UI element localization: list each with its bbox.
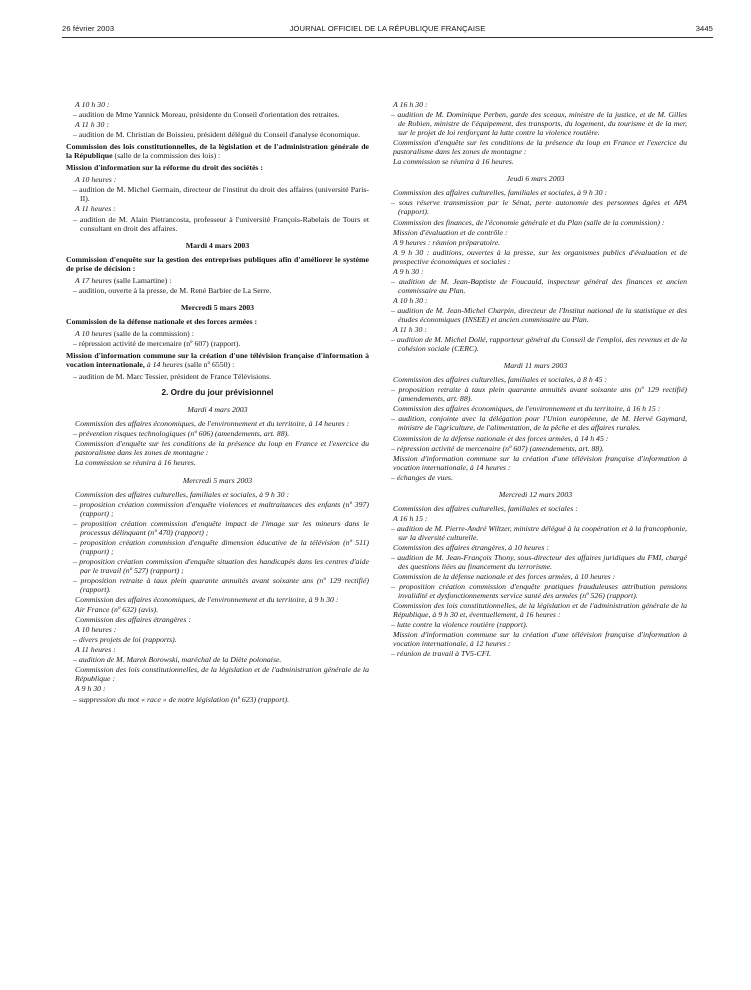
- agenda-item: Air France (nº 632) (avis).: [75, 605, 159, 615]
- agenda-item: – audition de M. Alain Pietrancosta, professeur à l'université François-Rabelais de Tours et consultant en droit des affaires.: [73, 214, 369, 233]
- agenda-item: – proposition création commission d'enquête pratiques frauduleuses attribution pensions invalidité et dysfonctionnements service santé des armées (nº 526) (rapport).: [391, 582, 687, 601]
- agenda-item: – proposition retraite à taux plein quarante annuités avant soixante ans (nº 129 rectifié) (rapport).: [73, 575, 369, 595]
- day-heading: Mardi 4 mars 2003: [185, 240, 250, 250]
- agenda-item: – audition de M. Jean-Baptiste de Foucauld, inspecteur général des finances et ancien commissaire au Plan.: [391, 276, 687, 295]
- agenda-item: – répression activité de mercenaire (nº 607) (amendements, art. 88).: [391, 443, 604, 453]
- time-line: A 10 h 30 :: [75, 100, 110, 109]
- agenda-item: – audition de M. Michel Dollé, rapporteur général du Conseil de l'emploi, des revenus et de la cohésion sociale (CERC).: [391, 335, 687, 354]
- time-line: A 11 heures :: [75, 204, 116, 214]
- agenda-item: – proposition création commission d'enquête dimension éducative de la télévision (nº 511) (rapport) ;: [73, 537, 369, 556]
- agenda-item: – audition de Mme Yannick Moreau, présidente du Conseil d'orientation des retraites.: [73, 110, 340, 120]
- agenda-item: La commission se réunira à 16 heures.: [75, 458, 196, 468]
- committee-heading: Commission des affaires culturelles, familiales et sociales :: [393, 503, 578, 513]
- header-date: 26 février 2003: [62, 24, 115, 33]
- time-line: A 17 heures (salle Lamartine) :: [75, 275, 172, 285]
- committee-heading: Commission des affaires culturelles, familiales et sociales, à 9 h 30 :: [75, 489, 290, 499]
- mission-heading: Mission d'information sur la réforme du droit des sociétés :: [66, 163, 264, 173]
- committee-heading: Commission d'enquête sur les conditions de la présence du loup en France et l'exercice du pastoralisme dans les zones de montagne :: [393, 138, 687, 157]
- day-heading: Mardi 11 mars 2003: [503, 361, 568, 371]
- committee-heading: Commission des affaires économiques, de l'environnement et du territoire, à 14 heures :: [75, 419, 350, 429]
- committee-heading: Commission des affaires culturelles, familiales et sociales, à 9 h 30 :: [393, 188, 608, 198]
- agenda-item: – audition de M. Marc Tessier, président de France Télévisions.: [73, 372, 272, 382]
- committee-heading: Commission des affaires économiques, de l'environnement et du territoire, à 16 h 15 :: [393, 404, 661, 414]
- agenda-item: – proposition création commission d'enquête impact de l'image sur les mineurs dans le processus délinquant (nº 470) (rapport) ;: [73, 518, 369, 537]
- agenda-item: – divers projets de loi (rapports).: [73, 635, 177, 645]
- day-heading: Jeudi 6 mars 2003: [506, 174, 565, 184]
- time-line: A 11 heures :: [75, 645, 116, 655]
- agenda-item: – audition de M. Dominique Perben, garde des sceaux, ministre de la justice, et de M. Gilles de Robien, ministre de l'équipement, des transports, du logement, du tourisme et de la mer, sur le projet de loi renforçant la lutte contre la violence routière.: [391, 110, 687, 138]
- committee-heading: Commission des affaires étrangères, à 10 heures :: [393, 542, 549, 552]
- mission-heading: Mission d'information commune sur la création d'une télévision française d'information à vocation internationale, à 14 heures :: [393, 453, 687, 472]
- committee-heading: Commission des affaires culturelles, familiales et sociales, à 8 h 45 :: [393, 375, 608, 385]
- time-line: A 11 h 30 :: [393, 325, 427, 335]
- agenda-item: – réunion de travail à TV5-CFI.: [391, 649, 492, 659]
- time-line: A 16 h 30 :: [393, 100, 428, 109]
- agenda-item: – audition de M. Pierre-André Wiltzer, ministre délégué à la coopération et à la francophonie, sur la diversité culturelle.: [391, 523, 687, 542]
- agenda-item: – audition de M. Jean-François Thony, sous-directeur des affaires juridiques du FMI, chargé des questions liées au financement du terrorisme.: [391, 553, 687, 572]
- mission-heading: Mission d'évaluation et de contrôle :: [393, 227, 508, 237]
- page-header: [62, 24, 713, 38]
- committee-heading: Commission des lois constitutionnelles, de la législation et de l'administration générale de la République, à 9 h 30 et, éventuellement, à 16 heures :: [393, 601, 687, 620]
- agenda-item: – suppression du mot « race » de notre législation (nº 623) (rapport).: [73, 694, 290, 704]
- day-heading: Mercredi 5 mars 2003: [180, 302, 255, 312]
- committee-heading: Commission d'enquête sur la gestion des entreprises publiques afin d'améliorer le système de prise de décision :: [66, 254, 369, 273]
- agenda-item: – proposition création commission d'enquête situation des handicapés dans les centres d'aide par le travail (nº 527) (rapport) ;: [73, 556, 369, 575]
- right-column: [384, 100, 687, 660]
- time-line: A 16 h 15 :: [393, 513, 428, 523]
- header-title: JOURNAL OFFICIEL DE LA RÉPUBLIQUE FRANÇAISE: [289, 24, 486, 33]
- time-line: A 9 h 30 : auditions, ouvertes à la presse, sur les organismes publics d'évaluation et de prospective économiques et sociales :: [393, 247, 687, 266]
- agenda-item: – échanges de vues.: [391, 472, 453, 482]
- agenda-item: – audition de M. Marek Borowski, maréchal de la Diète polonaise.: [73, 655, 282, 665]
- agenda-item: – audition de M. Christian de Boissieu, président délégué du Conseil d'analyse économique.: [73, 130, 361, 140]
- agenda-item: – audition, ouverte à la presse, de M. René Barbier de La Serre.: [73, 285, 272, 295]
- agenda-item: – lutte contre la violence routière (rapport).: [391, 620, 528, 630]
- agenda-item: – prévention risques technologiques (nº 606) (amendements, art. 88).: [73, 429, 290, 439]
- agenda-item: – audition de M. Michel Germain, directeur de l'institut du droit des affaires (université Paris-II).: [73, 185, 369, 204]
- committee-heading: Commission d'enquête sur les conditions de la présence du loup en France et l'exercice du pastoralisme dans les zones de montagne :: [75, 439, 369, 458]
- section-heading: 2. Ordre du jour prévisionnel: [161, 388, 274, 398]
- mission-heading: Mission d'information commune sur la création d'une télévision française d'information à vocation internationale, à 12 heures :: [393, 630, 687, 649]
- committee-heading: Commission des lois constitutionnelles, de la législation et de l'administration générale de la République :: [75, 665, 369, 684]
- time-line: A 9 h 30 :: [75, 684, 106, 694]
- agenda-item: – proposition retraite à taux plein quarante annuités avant soixante ans (nº 129 rectifié) (amendements, art. 88).: [391, 385, 687, 404]
- time-line: A 10 heures :: [75, 175, 117, 185]
- committee-heading: Commission des affaires économiques, de l'environnement et du territoire, à 9 h 30 :: [75, 595, 339, 605]
- committee-heading: Commission des lois constitutionnelles, de la législation et de l'administration générale de la République (salle de la commission des lois) :: [66, 142, 369, 161]
- header-rule: [62, 37, 713, 38]
- committee-heading: Commission des finances, de l'économie générale et du Plan (salle de la commission) :: [393, 217, 665, 227]
- day-heading: Mercredi 5 mars 2003: [182, 475, 253, 485]
- agenda-item: – audition, conjointe avec la délégation pour l'Union européenne, de M. Hervé Gaymard, ministre de l'agriculture, de l'alimentation, de la pêche et des affaires rurales.: [391, 414, 687, 433]
- committee-heading: Commission de la défense nationale et des forces armées, à 10 heures :: [393, 572, 616, 582]
- agenda-item: La commission se réunira à 16 heures.: [393, 157, 514, 167]
- committee-heading: Commission des affaires étrangères :: [75, 615, 191, 625]
- agenda-item: – audition de M. Jean-Michel Charpin, directeur de l'Institut national de la statistique et des études économiques (INSEE) et ancien commissaire au Plan.: [391, 305, 687, 324]
- time-line: A 10 heures :: [75, 625, 117, 635]
- time-line: A 11 h 30 :: [75, 120, 109, 130]
- time-line: A 10 h 30 :: [393, 295, 428, 305]
- page-number: 3445: [695, 24, 713, 33]
- left-column: [66, 100, 369, 705]
- mission-heading: Mission d'information commune sur la création d'une télévision française d'information à vocation internationale, à 14 heures (salle nº 6550) :: [66, 351, 369, 370]
- committee-heading: Commission de la défense nationale et des forces armées :: [66, 316, 258, 326]
- agenda-item: – sous réserve transmission par le Sénat, perte autonomie des personnes âgées et APA (rapport).: [391, 198, 687, 217]
- day-heading: Mardi 4 mars 2003: [187, 405, 248, 415]
- agenda-item: – répression activité de mercenaire (nº 607) (rapport).: [73, 338, 241, 348]
- time-line: A 9 h 30 :: [393, 266, 424, 276]
- day-heading: Mercredi 12 mars 2003: [498, 489, 573, 499]
- agenda-item: – proposition création commission d'enquête violences et maltraitances des enfants (nº 397) (rapport) ;: [73, 499, 369, 518]
- committee-heading: Commission de la défense nationale et des forces armées, à 14 h 45 :: [393, 433, 609, 443]
- time-line: A 9 heures : réunion préparatoire.: [393, 237, 501, 247]
- time-line: A 10 heures (salle de la commission) :: [75, 328, 194, 338]
